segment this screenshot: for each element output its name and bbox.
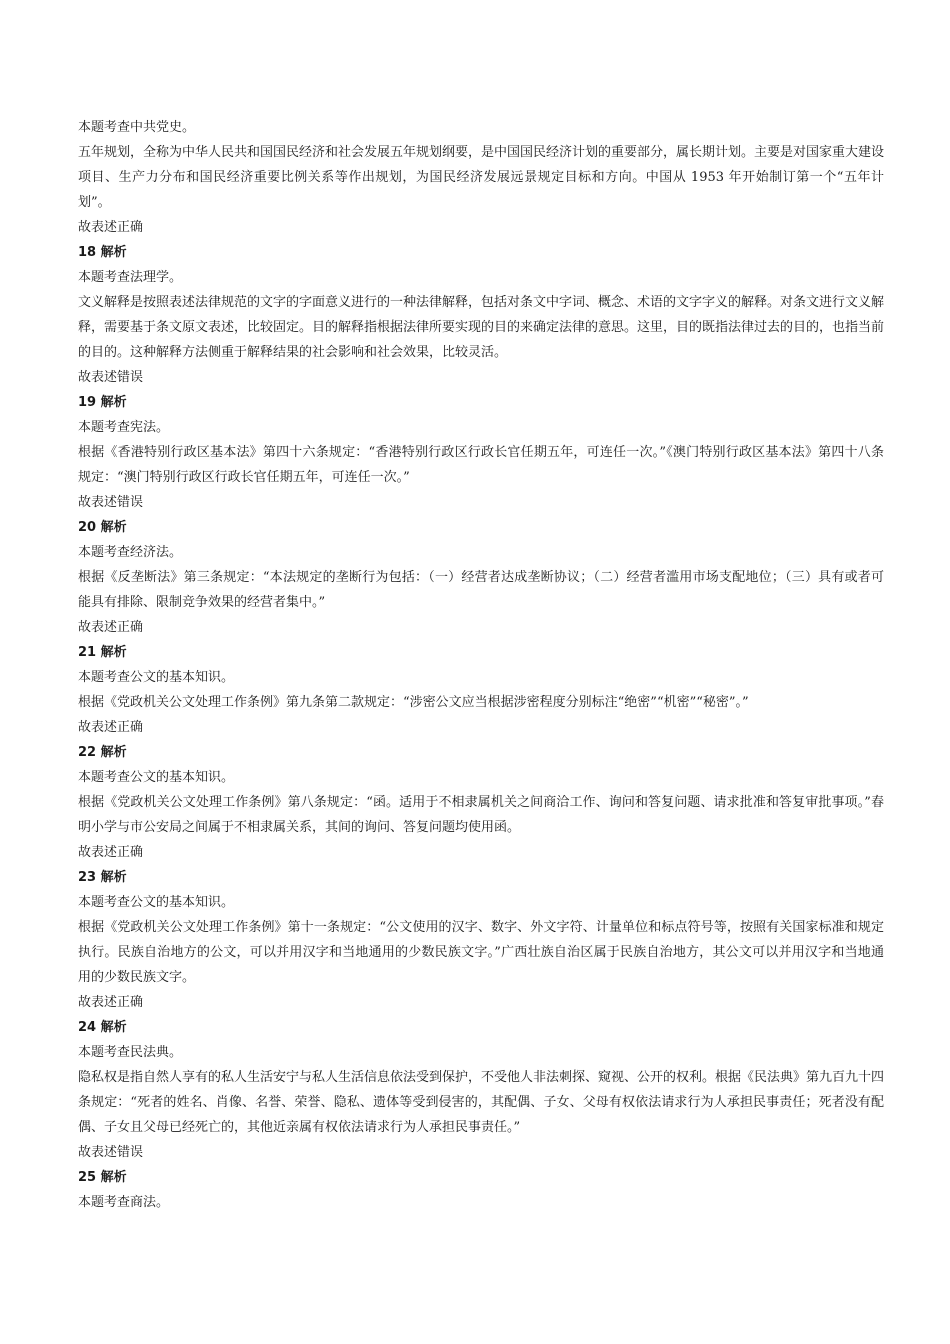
section-heading: 22 解析 bbox=[78, 745, 127, 760]
section-24 bbox=[78, 1015, 884, 1165]
explanation-paragraph: 文义解释是按照表述法律规范的文字的字面意义进行的一种法律解释，包括对条文中字词、概念、术语的文字字义的解释。对条文进行文义解释，需要基于条文原文表述，比较固定。目的解释指根据法律所要实现的目的来确定法律的意思。这里，目的既指法律过去的目的，也指当前的目的。这种解释方法侧重于解释结果的社会影响和社会效果，比较灵活。 bbox=[78, 295, 885, 360]
section-heading: 18 解析 bbox=[78, 245, 127, 260]
intro-block bbox=[78, 115, 884, 240]
explanation-paragraph: 根据《反垄断法》第三条规定：“本法规定的垄断行为包括：（一）经营者达成垄断协议；（二）经营者滥用市场支配地位；（三）具有或者可能具有排除、限制竞争效果的经营者集中。” bbox=[78, 570, 884, 610]
section-heading: 20 解析 bbox=[78, 520, 127, 535]
section-21 bbox=[78, 640, 884, 740]
verdict-line: 故表述正确 bbox=[78, 995, 144, 1010]
section-heading: 25 解析 bbox=[78, 1170, 127, 1185]
section-25 bbox=[78, 1165, 884, 1215]
explanation-paragraph: 根据《香港特别行政区基本法》第四十六条规定：“香港特别行政区行政长官任期五年，可连任一次。”《澳门特别行政区基本法》第四十八条规定：“澳门特别行政区行政长官任期五年，可连任一次。” bbox=[78, 445, 884, 485]
verdict-line: 故表述错误 bbox=[78, 1145, 144, 1160]
topic-line: 本题考查公文的基本知识。 bbox=[78, 770, 235, 785]
topic-line: 本题考查中共党史。 bbox=[78, 120, 196, 135]
topic-line: 本题考查商法。 bbox=[78, 1195, 170, 1210]
topic-line: 本题考查经济法。 bbox=[78, 545, 183, 560]
topic-line: 本题考查公文的基本知识。 bbox=[78, 895, 235, 910]
explanation-paragraph: 根据《党政机关公文处理工作条例》第十一条规定：“公文使用的汉字、数字、外文字符、计量单位和标点符号等，按照有关国家标准和规定执行。民族自治地方的公文，可以并用汉字和当地通用的少数民族文字。”广西壮族自治区属于民族自治地方，其公文可以并用汉字和当地通用的少数民族文字。 bbox=[78, 920, 884, 985]
document-page bbox=[78, 115, 884, 1215]
topic-line: 本题考查宪法。 bbox=[78, 420, 170, 435]
verdict-line: 故表述错误 bbox=[78, 370, 144, 385]
explanation-paragraph: 根据《党政机关公文处理工作条例》第九条第二款规定：“涉密公文应当根据涉密程度分别标注“绝密”“机密”“秘密”。” bbox=[78, 695, 749, 710]
verdict-line: 故表述正确 bbox=[78, 845, 144, 860]
section-heading: 23 解析 bbox=[78, 870, 127, 885]
section-18 bbox=[78, 240, 884, 390]
section-heading: 19 解析 bbox=[78, 395, 127, 410]
topic-line: 本题考查法理学。 bbox=[78, 270, 183, 285]
topic-line: 本题考查公文的基本知识。 bbox=[78, 670, 235, 685]
explanation-paragraph: 根据《党政机关公文处理工作条例》第八条规定：“函。适用于不相隶属机关之间商洽工作、询问和答复问题、请求批准和答复审批事项。”春明小学与市公安局之间属于不相隶属关系，其间的询问、答复问题均使用函。 bbox=[78, 795, 884, 835]
explanation-paragraph: 隐私权是指自然人享有的私人生活安宁与私人生活信息依法受到保护，不受他人非法刺探、窥视、公开的权利。根据《民法典》第九百九十四条规定：“死者的姓名、肖像、名誉、荣誉、隐私、遗体等受到侵害的，其配偶、子女、父母有权依法请求行为人承担民事责任；死者没有配偶、子女且父母已经死亡的，其他近亲属有权依法请求行为人承担民事责任。” bbox=[78, 1070, 885, 1135]
section-heading: 24 解析 bbox=[78, 1020, 127, 1035]
section-heading: 21 解析 bbox=[78, 645, 127, 660]
verdict-line: 故表述正确 bbox=[78, 620, 144, 635]
section-23 bbox=[78, 865, 884, 1015]
section-22 bbox=[78, 740, 884, 865]
section-19 bbox=[78, 390, 884, 515]
verdict-line: 故表述正确 bbox=[78, 220, 144, 235]
section-20 bbox=[78, 515, 884, 640]
verdict-line: 故表述正确 bbox=[78, 720, 144, 735]
explanation-paragraph: 五年规划，全称为中华人民共和国国民经济和社会发展五年规划纲要，是中国国民经济计划的重要部分，属长期计划。主要是对国家重大建设项目、生产力分布和国民经济重要比例关系等作出规划，为国民经济发展远景规定目标和方向。中国从 1953 年开始制订第一个“五年计划”。 bbox=[78, 145, 885, 210]
topic-line: 本题考查民法典。 bbox=[78, 1045, 183, 1060]
verdict-line: 故表述错误 bbox=[78, 495, 144, 510]
